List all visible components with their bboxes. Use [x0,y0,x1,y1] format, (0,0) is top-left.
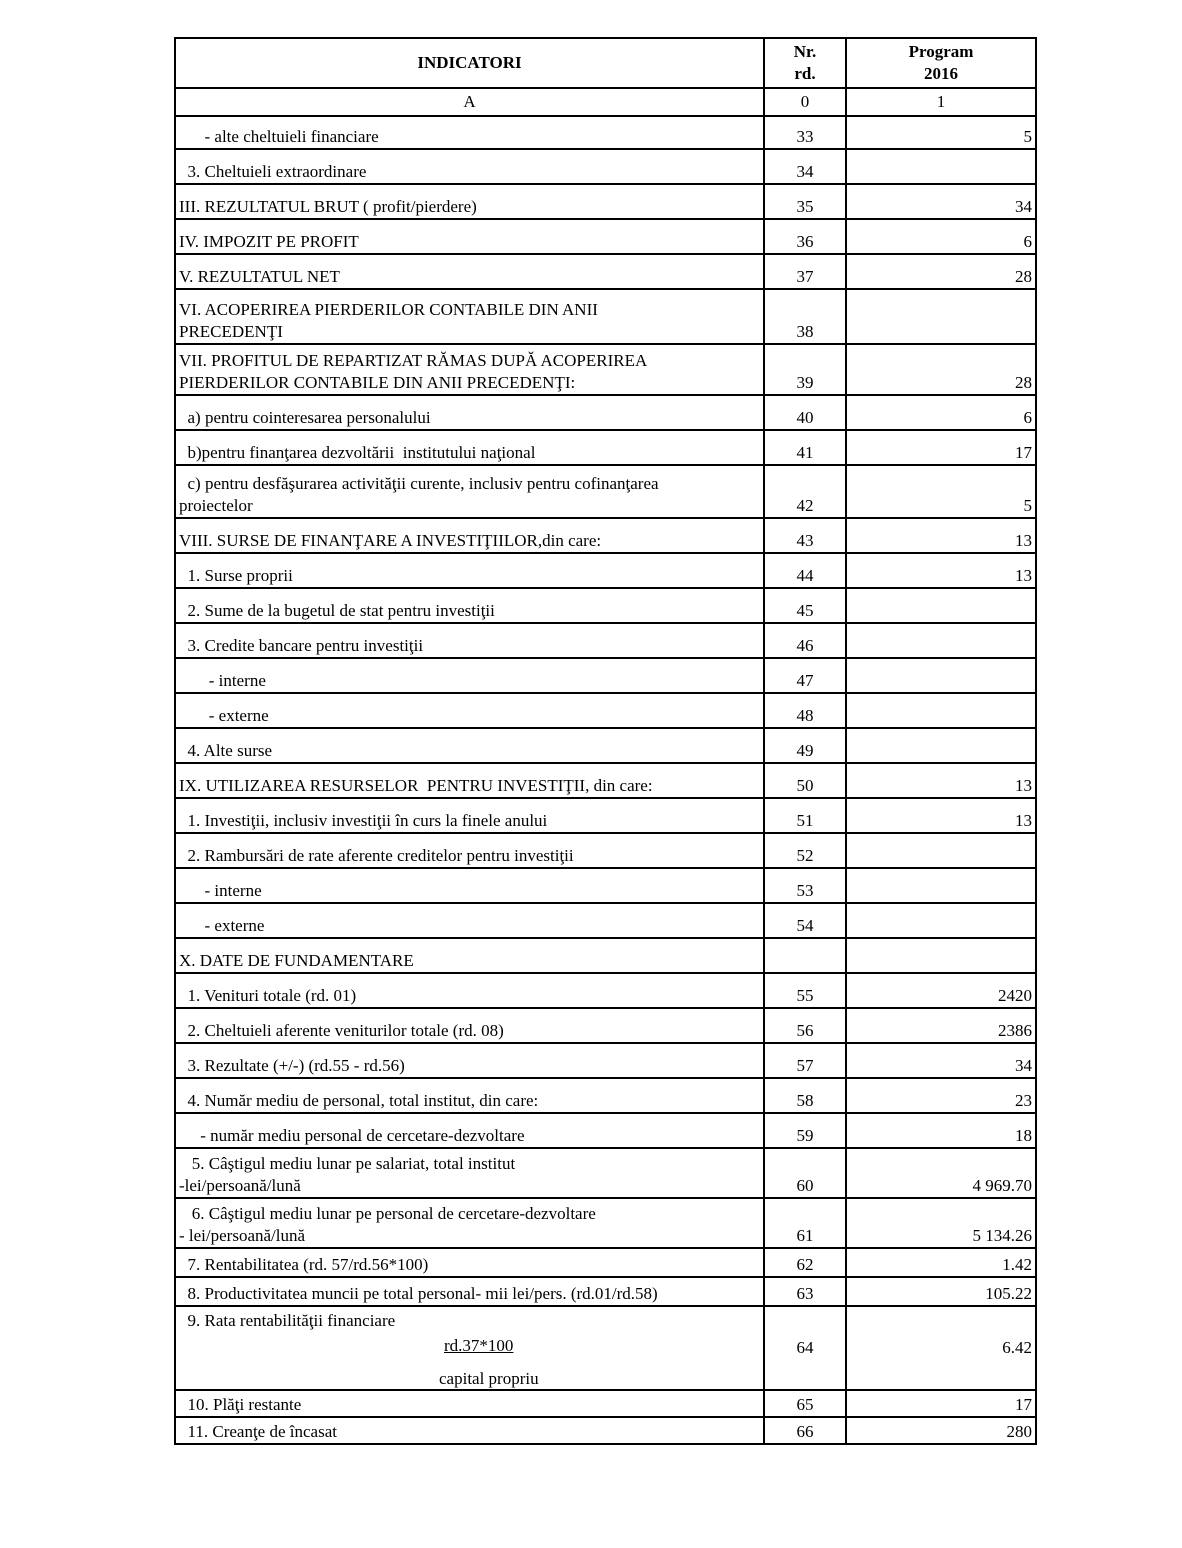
row-number: 60 [764,1148,846,1198]
indicator-label: c) pentru desfăşurarea activităţii curente, inclusiv pentru cofinanţarea proiectelor [175,465,764,518]
row-number: 35 [764,184,846,219]
program-value [846,728,1036,763]
program-value: 34 [846,184,1036,219]
row-number: 65 [764,1390,846,1417]
table-row [175,903,1036,938]
row-number: 66 [764,1417,846,1444]
table-row [175,623,1036,658]
program-value: 13 [846,518,1036,553]
program-value [846,693,1036,728]
indicator-label: - interne [175,658,764,693]
table-row [175,184,1036,219]
indicator-label: III. REZULTATUL BRUT ( profit/pierdere) [175,184,764,219]
indicator-label: 1. Surse proprii [175,553,764,588]
table-row [175,344,1036,395]
table-row [175,833,1036,868]
row-number: 37 [764,254,846,289]
table-row [175,430,1036,465]
program-value: 2420 [846,973,1036,1008]
header-nr-rd [764,38,846,88]
program-value: 5 [846,465,1036,518]
fraction-denominator: capital propriu [439,1369,539,1388]
program-value: 6.42 [846,1306,1036,1390]
row-number: 61 [764,1198,846,1248]
program-value: 5 [846,116,1036,149]
table-row [175,973,1036,1008]
indicator-label: IX. UTILIZAREA RESURSELOR PENTRU INVESTIŢII, din care: [175,763,764,798]
table-row [175,1390,1036,1417]
program-value: 28 [846,254,1036,289]
column-letter-0: 0 [764,88,846,116]
program-value [846,938,1036,973]
indicator-label: X. DATE DE FUNDAMENTARE [175,938,764,973]
table-row [175,1113,1036,1148]
column-letters-row [175,88,1036,116]
program-value [846,658,1036,693]
row-number: 44 [764,553,846,588]
row-number: 34 [764,149,846,184]
indicator-label: 8. Productivitatea muncii pe total personal- mii lei/pers. (rd.01/rd.58) [175,1277,764,1306]
program-value [846,588,1036,623]
indicator-label: 1. Investiţii, inclusiv investiţii în curs la finele anului [175,798,764,833]
program-value: 4 969.70 [846,1148,1036,1198]
indicator-label: 2. Rambursări de rate aferente creditelor pentru investiţii [175,833,764,868]
column-letter-1: 1 [846,88,1036,116]
row-number: 33 [764,116,846,149]
indicator-label: 11. Creanţe de încasat [175,1417,764,1444]
indicator-label: 6. Câştigul mediu lunar pe personal de cercetare-dezvoltare - lei/persoană/lună [175,1198,764,1248]
indicator-label: b)pentru finanţarea dezvoltării institutului naţional [175,430,764,465]
header-indicatori: INDICATORI [175,38,764,88]
row-number: 43 [764,518,846,553]
table-row [175,116,1036,149]
indicator-label: - număr mediu personal de cercetare-dezvoltare [175,1113,764,1148]
indicator-label: 5. Câştigul mediu lunar pe salariat, total institut -lei/persoană/lună [175,1148,764,1198]
program-value: 6 [846,219,1036,254]
fraction-title: 9. Rata rentabilităţii financiare [179,1311,396,1330]
row-number: 56 [764,1008,846,1043]
indicator-label: a) pentru cointeresarea personalului [175,395,764,430]
row-number: 55 [764,973,846,1008]
row-number: 57 [764,1043,846,1078]
indicator-label: 2. Cheltuieli aferente veniturilor totale (rd. 08) [175,1008,764,1043]
row-number: 49 [764,728,846,763]
indicator-label: VII. PROFITUL DE REPARTIZAT RĂMAS DUPĂ ACOPERIREA PIERDERILOR CONTABILE DIN ANII PRECEDENŢI: [175,344,764,395]
row-number: 41 [764,430,846,465]
row-number: 40 [764,395,846,430]
indicators-table [174,37,1037,1445]
table-body [175,116,1036,1444]
table-row [175,868,1036,903]
row-number: 52 [764,833,846,868]
program-value [846,903,1036,938]
row-number: 45 [764,588,846,623]
indicator-label: VIII. SURSE DE FINANŢARE A INVESTIŢIILOR,din care: [175,518,764,553]
table-row [175,798,1036,833]
header-program [846,38,1036,88]
table-row [175,658,1036,693]
table-row-fraction [175,1306,1036,1390]
program-value: 5 134.26 [846,1198,1036,1248]
program-value: 28 [846,344,1036,395]
indicator-label: V. REZULTATUL NET [175,254,764,289]
program-value: 13 [846,763,1036,798]
row-number: 47 [764,658,846,693]
table-row [175,553,1036,588]
indicator-label: 10. Plăţi restante [175,1390,764,1417]
fraction-formula [179,1308,763,1388]
table-row [175,149,1036,184]
row-number: 39 [764,344,846,395]
table-row [175,1008,1036,1043]
header-nr-line2: rd. [794,64,816,83]
program-value: 1.42 [846,1248,1036,1277]
indicator-label: 3. Credite bancare pentru investiţii [175,623,764,658]
program-value [846,623,1036,658]
program-value: 13 [846,553,1036,588]
row-number: 54 [764,903,846,938]
program-value: 23 [846,1078,1036,1113]
table-row [175,763,1036,798]
row-number: 38 [764,289,846,344]
table-row [175,1078,1036,1113]
program-value: 13 [846,798,1036,833]
row-number: 50 [764,763,846,798]
indicator-label: IV. IMPOZIT PE PROFIT [175,219,764,254]
indicator-label: 4. Număr mediu de personal, total institut, din care: [175,1078,764,1113]
row-number: 51 [764,798,846,833]
program-value: 280 [846,1417,1036,1444]
program-value [846,149,1036,184]
table-row [175,728,1036,763]
row-number: 36 [764,219,846,254]
table-row [175,518,1036,553]
indicator-label: - interne [175,868,764,903]
row-number [764,938,846,973]
header-nr-line1: Nr. [793,42,817,61]
program-value: 105.22 [846,1277,1036,1306]
program-value [846,833,1036,868]
table-row [175,219,1036,254]
row-number: 59 [764,1113,846,1148]
table-row [175,395,1036,430]
row-number: 63 [764,1277,846,1306]
table-row [175,588,1036,623]
program-value: 17 [846,1390,1036,1417]
table-row [175,289,1036,344]
indicator-label: 3. Rezultate (+/-) (rd.55 - rd.56) [175,1043,764,1078]
row-number: 46 [764,623,846,658]
fraction-numerator: rd.37*100 [444,1336,514,1355]
table-row [175,1248,1036,1277]
table-row [175,254,1036,289]
row-number: 48 [764,693,846,728]
table-row [175,1043,1036,1078]
table-row [175,938,1036,973]
table-row [175,1198,1036,1248]
row-number: 64 [764,1306,846,1390]
table-row [175,465,1036,518]
budget-indicators-document [174,37,1035,1445]
program-value: 34 [846,1043,1036,1078]
program-value [846,289,1036,344]
program-value: 17 [846,430,1036,465]
indicator-label: - alte cheltuieli financiare [175,116,764,149]
program-value: 6 [846,395,1036,430]
indicator-label: 7. Rentabilitatea (rd. 57/rd.56*100) [175,1248,764,1277]
table-row [175,693,1036,728]
program-value: 18 [846,1113,1036,1148]
indicator-label: - externe [175,693,764,728]
table-row [175,1417,1036,1444]
indicator-label: 3. Cheltuieli extraordinare [175,149,764,184]
indicator-label: 2. Sume de la bugetul de stat pentru investiţii [175,588,764,623]
row-number: 58 [764,1078,846,1113]
column-letter-a: A [175,88,764,116]
indicator-label: VI. ACOPERIREA PIERDERILOR CONTABILE DIN ANII PRECEDENŢI [175,289,764,344]
table-row [175,1277,1036,1306]
row-number: 53 [764,868,846,903]
indicator-label [175,1306,764,1390]
program-value: 2386 [846,1008,1036,1043]
header-program-line2: 2016 [924,64,958,83]
indicator-label: - externe [175,903,764,938]
header-program-line1: Program [908,42,974,61]
table-header-row [175,38,1036,88]
program-value [846,868,1036,903]
indicator-label: 1. Venituri totale (rd. 01) [175,973,764,1008]
row-number: 62 [764,1248,846,1277]
table-row [175,1148,1036,1198]
row-number: 42 [764,465,846,518]
indicator-label: 4. Alte surse [175,728,764,763]
